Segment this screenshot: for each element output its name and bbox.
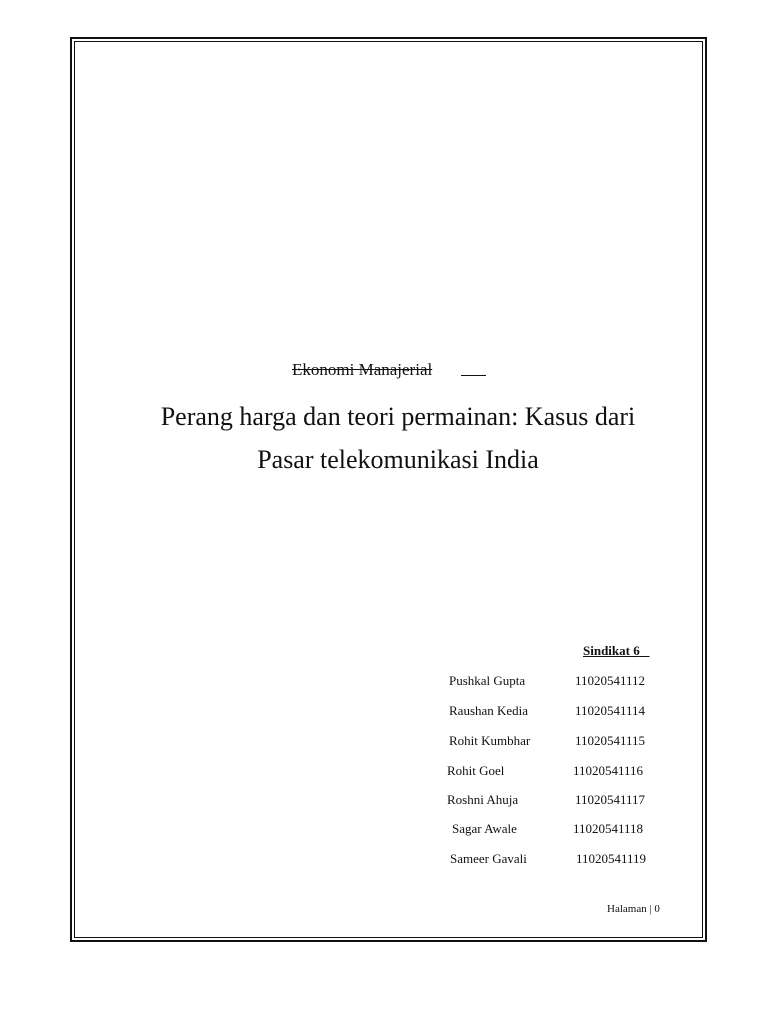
subject-underline bbox=[461, 375, 486, 376]
member-id: 11020541114 bbox=[575, 703, 646, 718]
member-id: 11020541118 bbox=[573, 821, 644, 836]
member-id: 11020541116 bbox=[573, 763, 644, 778]
member-id: 11020541112 bbox=[575, 673, 646, 688]
member-name: Rohit Kumbhar bbox=[449, 733, 531, 748]
member-name: Roshni Ahuja bbox=[447, 792, 519, 807]
member-name: Rohit Goel bbox=[447, 763, 505, 778]
member-id: 11020541119 bbox=[576, 851, 647, 866]
document-title-line-2: Pasar telekomunikasi India bbox=[257, 445, 539, 474]
member-name: Sameer Gavali bbox=[450, 851, 527, 866]
page-number: Halaman | 0 bbox=[607, 903, 660, 915]
member-id: 11020541117 bbox=[575, 792, 646, 807]
member-name: Pushkal Gupta bbox=[449, 673, 526, 688]
group-label bbox=[583, 643, 649, 659]
member-name: Raushan Kedia bbox=[449, 703, 529, 718]
member-name: Sagar Awale bbox=[452, 821, 517, 836]
group-label-text: Sindikat 6 bbox=[583, 643, 640, 658]
document-title-line-1: Perang harga dan teori permainan: Kasus dari bbox=[160, 402, 636, 431]
course-subject: Ekonomi Manajerial bbox=[292, 360, 433, 379]
member-id: 11020541115 bbox=[575, 733, 646, 748]
